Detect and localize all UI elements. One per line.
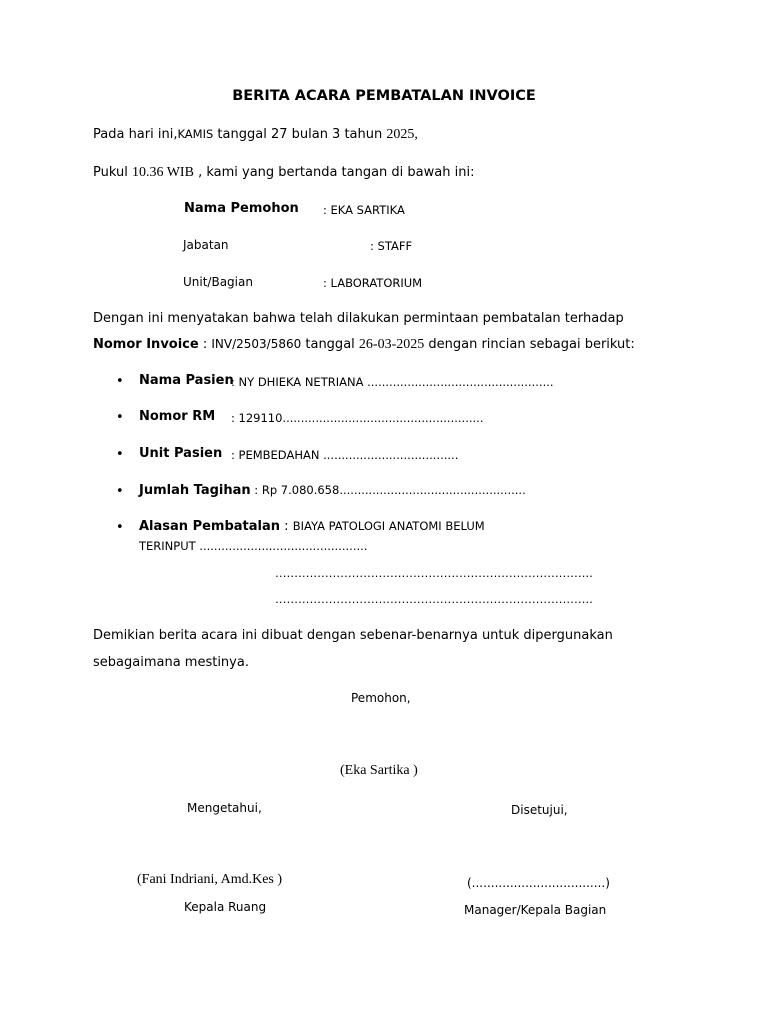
rm-value: : 129110....................................................... xyxy=(231,411,484,425)
applicant-sign-label: Pemohon, xyxy=(351,691,411,705)
intro-prefix: Pada hari ini, xyxy=(93,127,178,142)
manager-sign-title: Manager/Kepala Bagian xyxy=(464,903,607,917)
intro-date-text: tanggal 27 bulan 3 tahun xyxy=(213,127,387,142)
bullet-icon: • xyxy=(116,374,124,389)
intro-line-2 xyxy=(93,165,474,181)
manager-sign-name: (...................................) xyxy=(467,876,610,890)
bill-line xyxy=(139,483,526,498)
statement-line-1: Dengan ini menyatakan bahwa telah dilakukan permintaan pembatalan terhadap xyxy=(93,311,624,326)
intro-line-1 xyxy=(93,127,418,143)
invoice-sep: : xyxy=(198,337,212,352)
acknowledged-label: Mengetahui, xyxy=(187,801,262,815)
document-title: BERITA ACARA PEMBATALAN INVOICE xyxy=(232,88,536,104)
bullet-icon: • xyxy=(116,484,124,499)
approved-label: Disetujui, xyxy=(511,803,568,817)
closing-line-2: sebagaimana mestinya. xyxy=(93,655,249,670)
patient-unit-value: : PEMBEDAHAN ..................................... xyxy=(231,448,459,462)
invoice-number: INV/2503/5860 xyxy=(211,337,302,351)
patient-name-value: : NY DHIEKA NETRIANA ................................................... xyxy=(231,375,554,389)
reason-value-line-1: BIAYA PATOLOGI ANATOMI BELUM xyxy=(292,519,485,533)
rm-label: Nomor RM xyxy=(139,409,216,424)
intro-time-prefix: Pukul xyxy=(93,165,132,180)
applicant-position-label: Jabatan xyxy=(183,238,229,252)
applicant-unit-label: Unit/Bagian xyxy=(183,275,253,289)
applicant-sign-name: (Eka Sartika ) xyxy=(340,763,418,778)
reason-label: Alasan Pembatalan xyxy=(139,519,281,534)
bullet-icon: • xyxy=(116,447,124,462)
invoice-label: Nomor Invoice xyxy=(93,337,199,352)
closing-line-1: Demikian berita acara ini dibuat dengan sebenar-benarnya untuk dipergunakan xyxy=(93,628,613,643)
dots-line-2: ……………………………………………………………………….. xyxy=(275,592,593,606)
applicant-name-label: Nama Pemohon xyxy=(184,201,299,216)
reason-sep: : xyxy=(280,519,293,534)
intro-year: 2025, xyxy=(386,127,418,142)
statement-invoice-line xyxy=(93,337,635,353)
reason-value-line-2: TERINPUT .............................................. xyxy=(139,539,368,553)
applicant-name-value: : EKA SARTIKA xyxy=(323,203,405,217)
intro-suffix: , kami yang bertanda tangan di bawah ini: xyxy=(193,165,475,180)
patient-name-label: Nama Pasien xyxy=(139,373,234,388)
intro-day: KAMIS xyxy=(177,127,214,141)
invoice-suffix: dengan rincian sebagai berikut: xyxy=(424,337,635,352)
invoice-mid: tanggal xyxy=(301,337,359,352)
invoice-date: 26-03-2025 xyxy=(358,337,425,352)
intro-time: 10.36 WIB xyxy=(131,165,194,180)
applicant-unit-value: : LABORATORIUM xyxy=(323,276,423,290)
bill-label: Jumlah Tagihan xyxy=(139,483,251,498)
dots-line-1: ……………………………………………………………………….. xyxy=(275,566,593,580)
bill-value: : Rp 7.080.658................................................... xyxy=(250,483,526,497)
applicant-position-value: : STAFF xyxy=(370,239,413,253)
head-sign-name: (Fani Indriani, Amd.Kes ) xyxy=(137,872,283,887)
bullet-icon: • xyxy=(116,520,124,535)
bullet-icon: • xyxy=(116,410,124,425)
patient-unit-label: Unit Pasien xyxy=(139,446,223,461)
head-sign-title: Kepala Ruang xyxy=(184,900,267,914)
reason-line xyxy=(139,519,485,534)
